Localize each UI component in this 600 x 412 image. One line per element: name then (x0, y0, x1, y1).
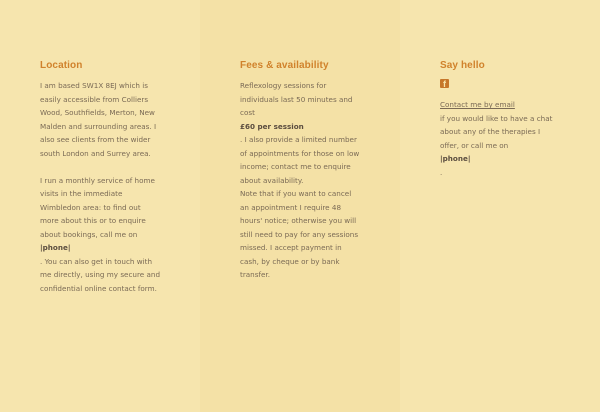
say-hello-end: . (440, 167, 443, 177)
contact-line (440, 98, 560, 112)
fees-price: £60 per session (240, 121, 304, 131)
fees-paragraph-2: . I also provide a limited number of appointments for those on low income; contact me to enquire about availability. (240, 135, 360, 185)
fees-paragraph-3: Note that if you want to cancel an appointment I require 48 hours' notice; otherwise you will still need to pay for any sessions missed. I accept payment in cash, by cheque or by bank transfer. (240, 189, 359, 279)
location-paragraph-1: I am based SW1X 8EJ which is easily accessible from Colliers Wood, Southfields, Merton, New Malden and surrounding areas. I also see clients from the wider south London and Surrey area. (40, 81, 157, 158)
facebook-glyph: f (443, 79, 446, 89)
say-hello-paragraph: if you would like to have a chat about any of the therapies I offer, or call me on (440, 113, 553, 150)
location-paragraph-3: . You can also get in touch with me directly, using my secure and confidential online contact form. (40, 256, 161, 293)
fees-heading: Fees & availability (240, 60, 329, 71)
location-column (0, 0, 200, 412)
location-paragraph-2: I run a monthly service of home visits in the immediate Wimbledon area: to find out more about this or to enquire about bookings, call me on (40, 175, 155, 239)
say-hello-column (400, 0, 600, 412)
spacer (40, 160, 160, 174)
facebook-icon[interactable] (440, 79, 449, 88)
fees-paragraph-1: Reflexology sessions for individuals last 50 minutes and cost (240, 81, 353, 117)
say-hello-heading: Say hello (440, 60, 485, 71)
say-hello-phone[interactable]: |phone| (440, 154, 471, 163)
fees-column (200, 0, 400, 412)
contact-email-link[interactable]: Contact me by email (440, 100, 515, 109)
location-heading: Location (40, 60, 83, 71)
location-phone[interactable]: |phone| (40, 243, 71, 252)
